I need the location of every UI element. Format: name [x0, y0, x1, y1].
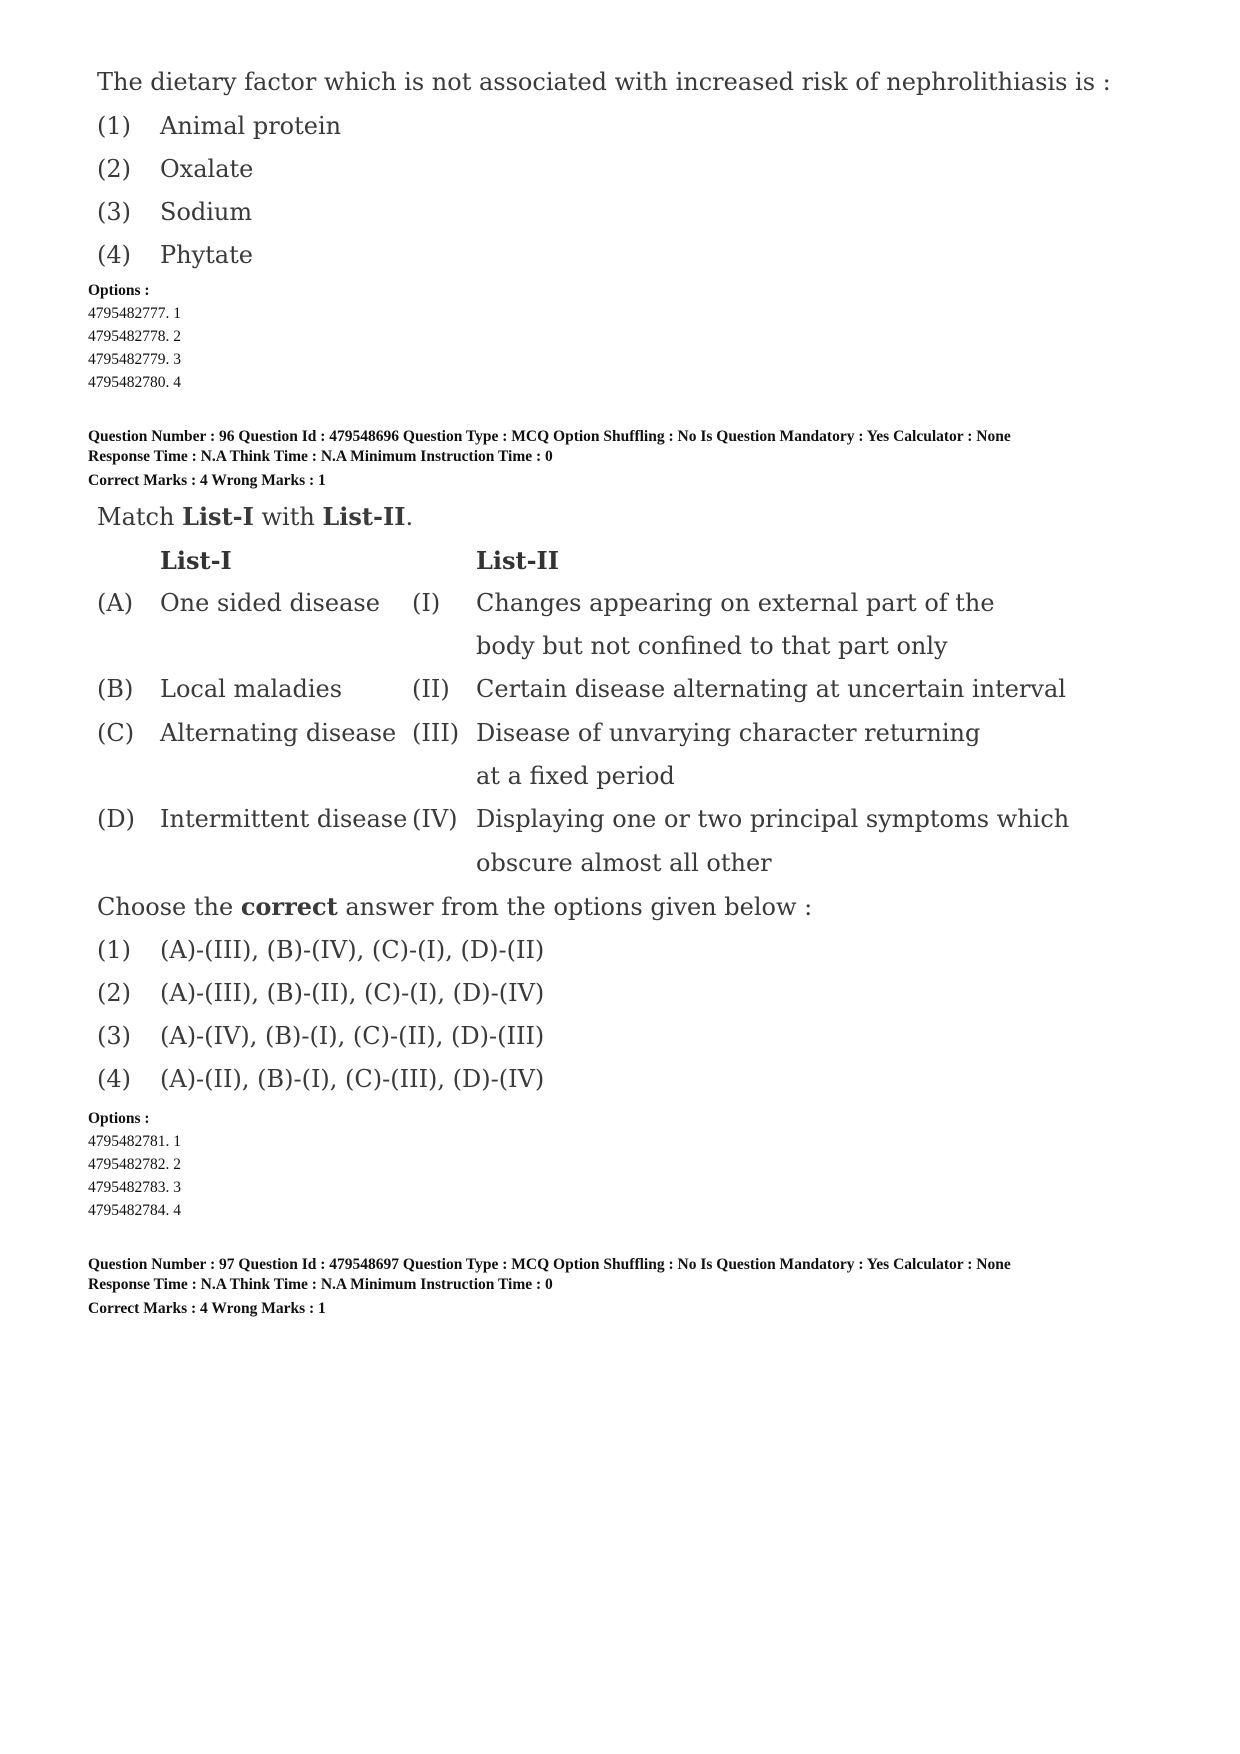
question-meta: Question Number : 96 Question Id : 479548696 Question Type : MCQ Option Shuffling : No Is Question Mandatory : Yes Calculator : None [88, 428, 1011, 445]
list2-item-cont: body but not confined to that part only [476, 632, 948, 660]
row-letter: (D) [97, 805, 135, 833]
answer-text: (A)-(III), (B)-(II), (C)-(I), (D)-(IV) [160, 979, 545, 1007]
list2-item-cont: obscure almost all other [476, 849, 772, 877]
option-id: 4795482781. 1 [88, 1133, 181, 1150]
list1-heading: List-I [160, 546, 232, 575]
choice-number: (4) [97, 241, 131, 269]
options-label: Options : [88, 282, 150, 299]
choice-number: (3) [97, 198, 131, 226]
list2-item: Changes appearing on external part of the [476, 589, 995, 617]
option-id: 4795482784. 4 [88, 1202, 181, 1219]
answer-number: (2) [97, 979, 131, 1007]
list2-item: Disease of unvarying character returning [476, 719, 981, 747]
answer-number: (4) [97, 1065, 131, 1093]
list1-item: Intermittent disease [160, 805, 408, 833]
list2-heading: List-II [476, 546, 560, 575]
choice-text: Phytate [160, 241, 253, 269]
question-meta: Question Number : 97 Question Id : 479548697 Question Type : MCQ Option Shuffling : No Is Question Mandatory : Yes Calculator : None [88, 1256, 1011, 1273]
choice-text: Oxalate [160, 155, 254, 183]
list2-item: Displaying one or two principal symptoms which [476, 805, 1070, 833]
question-meta: Response Time : N.A Think Time : N.A Minimum Instruction Time : 0 [88, 1276, 553, 1293]
row-letter: (A) [97, 589, 134, 617]
choice-text: Sodium [160, 198, 253, 226]
option-id: 4795482778. 2 [88, 328, 181, 345]
question-meta: Response Time : N.A Think Time : N.A Minimum Instruction Time : 0 [88, 448, 553, 465]
option-id: 4795482780. 4 [88, 374, 181, 391]
list1-item: One sided disease [160, 589, 380, 617]
option-id: 4795482783. 3 [88, 1179, 181, 1196]
row-roman: (I) [412, 589, 441, 617]
answer-text: (A)-(II), (B)-(I), (C)-(III), (D)-(IV) [160, 1065, 545, 1093]
row-letter: (B) [97, 675, 134, 703]
answer-text: (A)-(III), (B)-(IV), (C)-(I), (D)-(II) [160, 936, 545, 964]
answer-number: (3) [97, 1022, 131, 1050]
answer-text: (A)-(IV), (B)-(I), (C)-(II), (D)-(III) [160, 1022, 545, 1050]
row-letter: (C) [97, 719, 135, 747]
list2-item-cont: at a fixed period [476, 762, 675, 790]
question-meta: Correct Marks : 4 Wrong Marks : 1 [88, 1300, 326, 1317]
choose-instruction: Choose the correct answer from the options given below : [97, 892, 813, 921]
row-roman: (II) [412, 675, 450, 703]
list1-item: Alternating disease [160, 719, 397, 747]
list1-item: Local maladies [160, 675, 343, 703]
option-id: 4795482782. 2 [88, 1156, 181, 1173]
list2-item: Certain disease alternating at uncertain interval [476, 675, 1066, 703]
choice-text: Animal protein [160, 112, 342, 140]
row-roman: (IV) [412, 805, 458, 833]
question-meta: Correct Marks : 4 Wrong Marks : 1 [88, 472, 326, 489]
row-roman: (III) [412, 719, 460, 747]
choice-number: (2) [97, 155, 131, 183]
question-stem: Match List-I with List-II. [97, 502, 414, 531]
choice-number: (1) [97, 112, 131, 140]
question-stem: The dietary factor which is not associated with increased risk of nephrolithiasis is : [97, 68, 1111, 96]
option-id: 4795482779. 3 [88, 351, 181, 368]
option-id: 4795482777. 1 [88, 305, 181, 322]
answer-number: (1) [97, 936, 131, 964]
options-label: Options : [88, 1110, 150, 1127]
